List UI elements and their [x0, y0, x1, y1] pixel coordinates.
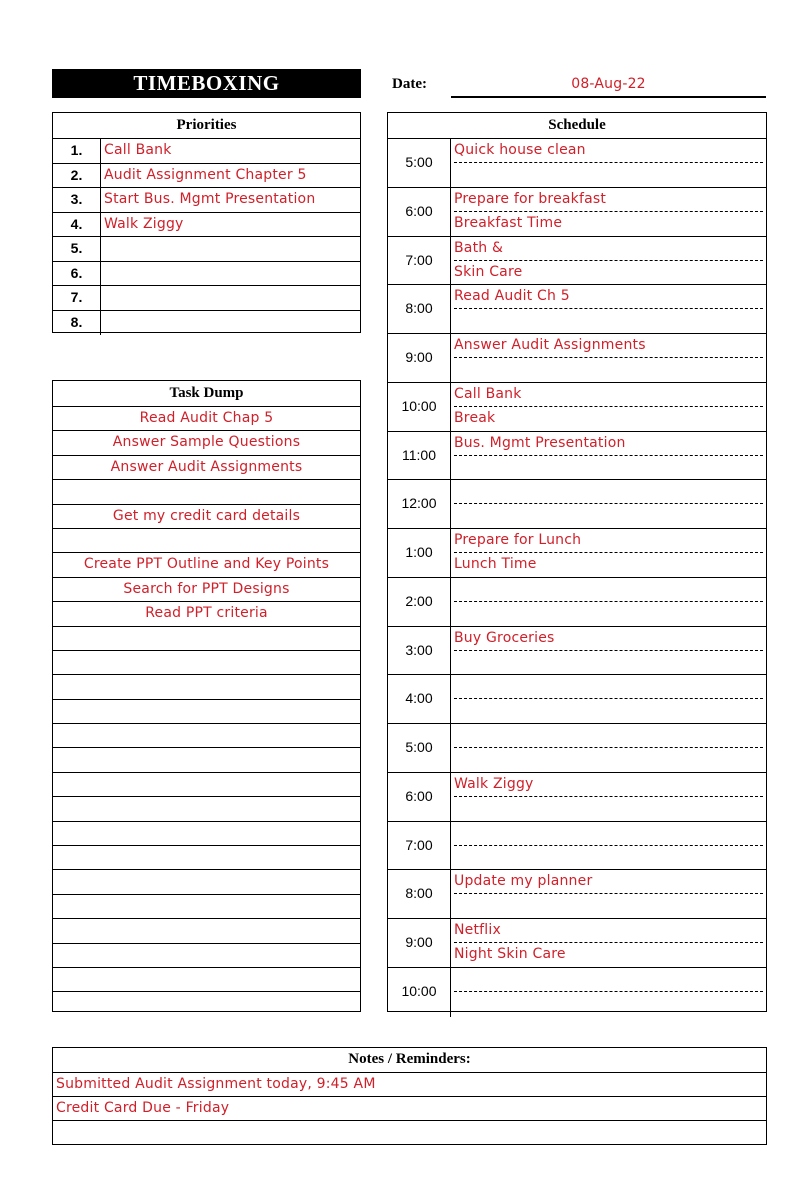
task-dump-row[interactable]: [53, 968, 360, 992]
schedule-slots: [451, 870, 766, 918]
schedule-slots: [451, 529, 766, 577]
priority-text[interactable]: [101, 286, 360, 310]
schedule-slots: [451, 285, 766, 333]
task-dump-row[interactable]: Get my credit card details: [53, 505, 360, 529]
schedule-second-half[interactable]: Skin Care: [454, 263, 523, 280]
schedule-row: [388, 285, 766, 334]
schedule-slots: [451, 188, 766, 236]
notes-list: [53, 1073, 766, 1145]
schedule-first-half[interactable]: Call Bank: [454, 385, 522, 402]
schedule-first-half[interactable]: Read Audit Ch 5: [454, 288, 570, 305]
priority-row: [53, 164, 360, 189]
half-hour-divider: [454, 162, 763, 163]
task-dump-row[interactable]: [53, 846, 360, 870]
note-row[interactable]: Submitted Audit Assignment today, 9:45 AM: [53, 1073, 766, 1097]
priority-number: 7.: [53, 286, 101, 310]
priority-text[interactable]: [101, 311, 360, 336]
half-hour-divider: [454, 650, 763, 651]
schedule-first-half[interactable]: Answer Audit Assignments: [454, 337, 646, 353]
notes-table: [52, 1047, 767, 1145]
schedule-row: [388, 724, 766, 773]
priority-text[interactable]: Call Bank: [104, 142, 172, 158]
schedule-first-half[interactable]: Update my planner: [454, 873, 593, 890]
priority-number: 6.: [53, 262, 101, 286]
schedule-row: [388, 188, 766, 237]
schedule-table: [387, 112, 767, 1012]
schedule-row: [388, 675, 766, 724]
schedule-time: 9:00: [388, 919, 451, 967]
task-dump-table: [52, 380, 361, 1012]
priority-number: 1.: [53, 139, 101, 163]
half-hour-divider: [454, 698, 763, 699]
schedule-slots: [451, 773, 766, 821]
schedule-first-half[interactable]: Netflix: [454, 922, 501, 938]
task-dump-row[interactable]: [53, 480, 360, 504]
schedule-time: 3:00: [388, 627, 451, 675]
schedule-slots: [451, 724, 766, 772]
half-hour-divider: [454, 308, 763, 309]
task-dump-list: [53, 407, 360, 1017]
priority-number: 3.: [53, 188, 101, 212]
schedule-header: Schedule: [388, 113, 766, 139]
notes-header: Notes / Reminders:: [53, 1048, 766, 1073]
schedule-first-half[interactable]: Prepare for breakfast: [454, 190, 607, 207]
priority-text[interactable]: Audit Assignment Chapter 5: [104, 166, 307, 183]
half-hour-divider: [454, 747, 763, 748]
schedule-first-half[interactable]: Walk Ziggy: [454, 775, 534, 792]
schedule-time: 1:00: [388, 529, 451, 577]
task-dump-row[interactable]: [53, 773, 360, 797]
schedule-slots: [451, 383, 766, 431]
task-dump-row[interactable]: [53, 529, 360, 553]
schedule-time: 10:00: [388, 383, 451, 431]
task-dump-row[interactable]: Create PPT Outline and Key Points: [53, 553, 360, 577]
schedule-first-half[interactable]: Bath &: [454, 239, 504, 256]
half-hour-divider: [454, 845, 763, 846]
priority-row: [53, 262, 360, 287]
schedule-time: 8:00: [388, 285, 451, 333]
task-dump-row[interactable]: [53, 748, 360, 772]
priorities-header: Priorities: [53, 113, 360, 139]
schedule-time: 10:00: [388, 968, 451, 1017]
schedule-slots: [451, 627, 766, 675]
schedule-row: [388, 432, 766, 481]
schedule-slots: [451, 334, 766, 382]
task-dump-row[interactable]: Read PPT criteria: [53, 602, 360, 626]
half-hour-divider: [454, 893, 763, 894]
schedule-second-half[interactable]: Night Skin Care: [454, 946, 566, 962]
schedule-list: [388, 139, 766, 1017]
schedule-row: [388, 578, 766, 627]
priority-number: 4.: [53, 213, 101, 237]
schedule-row: [388, 529, 766, 578]
schedule-slots: [451, 432, 766, 480]
schedule-row: [388, 870, 766, 919]
priority-row: [53, 213, 360, 238]
date-label: Date:: [392, 76, 427, 92]
date-field[interactable]: 08-Aug-22: [571, 76, 646, 92]
priority-number: 8.: [53, 311, 101, 336]
schedule-time: 6:00: [388, 773, 451, 821]
task-dump-header: Task Dump: [53, 381, 360, 407]
half-hour-divider: [454, 796, 763, 797]
task-dump-row[interactable]: [53, 675, 360, 699]
schedule-row: [388, 237, 766, 286]
schedule-row: [388, 139, 766, 188]
half-hour-divider: [454, 357, 763, 358]
priority-row: [53, 139, 360, 164]
priorities-list: [53, 139, 360, 335]
schedule-first-half[interactable]: Prepare for Lunch: [454, 532, 582, 548]
task-dump-row[interactable]: Search for PPT Designs: [53, 578, 360, 602]
schedule-time: 9:00: [388, 334, 451, 382]
schedule-second-half[interactable]: Breakfast Time: [454, 214, 563, 231]
schedule-row: [388, 919, 766, 968]
schedule-slots: [451, 675, 766, 723]
half-hour-divider: [454, 406, 763, 407]
schedule-first-half[interactable]: Buy Groceries: [454, 629, 555, 646]
schedule-row: [388, 334, 766, 383]
schedule-slots: [451, 968, 766, 1017]
schedule-first-half[interactable]: Quick house clean: [454, 142, 586, 158]
schedule-slots: [451, 480, 766, 528]
date-underline: [451, 96, 766, 98]
schedule-row: [388, 968, 766, 1017]
task-dump-row[interactable]: [53, 700, 360, 724]
schedule-slots: [451, 139, 766, 187]
half-hour-divider: [454, 455, 763, 456]
schedule-slots: [451, 919, 766, 967]
priority-row: [53, 286, 360, 311]
schedule-second-half[interactable]: Lunch Time: [454, 556, 537, 572]
schedule-row: [388, 627, 766, 676]
half-hour-divider: [454, 601, 763, 602]
task-dump-row[interactable]: [53, 724, 360, 748]
priority-text[interactable]: Start Bus. Mgmt Presentation: [104, 191, 316, 207]
schedule-slots: [451, 822, 766, 870]
schedule-time: 7:00: [388, 237, 451, 285]
schedule-time: 7:00: [388, 822, 451, 870]
schedule-time: 5:00: [388, 724, 451, 772]
schedule-row: [388, 773, 766, 822]
task-dump-row[interactable]: [53, 944, 360, 968]
task-dump-row[interactable]: Read Audit Chap 5: [53, 407, 360, 431]
note-row[interactable]: Credit Card Due - Friday: [53, 1097, 766, 1121]
note-row[interactable]: [53, 1121, 766, 1145]
priority-row: [53, 311, 360, 336]
priority-row: [53, 237, 360, 262]
task-dump-row[interactable]: [53, 992, 360, 1016]
schedule-time: 5:00: [388, 139, 451, 187]
task-dump-row[interactable]: Answer Audit Assignments: [53, 456, 360, 480]
schedule-time: 11:00: [388, 432, 451, 480]
schedule-time: 12:00: [388, 480, 451, 528]
priority-text[interactable]: [101, 237, 360, 261]
task-dump-row[interactable]: [53, 651, 360, 675]
half-hour-divider: [454, 991, 763, 992]
task-dump-row[interactable]: [53, 919, 360, 943]
schedule-time: 4:00: [388, 675, 451, 723]
task-dump-row[interactable]: [53, 895, 360, 919]
priority-text[interactable]: [101, 262, 360, 286]
task-dump-row[interactable]: [53, 870, 360, 894]
priority-number: 5.: [53, 237, 101, 261]
page-title: TIMEBOXING: [52, 69, 361, 98]
priority-number: 2.: [53, 164, 101, 188]
task-dump-row[interactable]: [53, 627, 360, 651]
schedule-first-half[interactable]: Bus. Mgmt Presentation: [454, 434, 626, 451]
task-dump-row[interactable]: [53, 797, 360, 821]
schedule-slots: [451, 237, 766, 285]
schedule-row: [388, 822, 766, 871]
schedule-row: [388, 383, 766, 432]
schedule-slots: [451, 578, 766, 626]
schedule-second-half[interactable]: Break: [454, 409, 496, 426]
priority-text[interactable]: Walk Ziggy: [104, 215, 184, 232]
task-dump-row[interactable]: Answer Sample Questions: [53, 431, 360, 455]
schedule-row: [388, 480, 766, 529]
half-hour-divider: [454, 503, 763, 504]
schedule-time: 6:00: [388, 188, 451, 236]
schedule-time: 8:00: [388, 870, 451, 918]
priority-row: [53, 188, 360, 213]
task-dump-row[interactable]: [53, 822, 360, 846]
priorities-table: [52, 112, 361, 333]
schedule-time: 2:00: [388, 578, 451, 626]
